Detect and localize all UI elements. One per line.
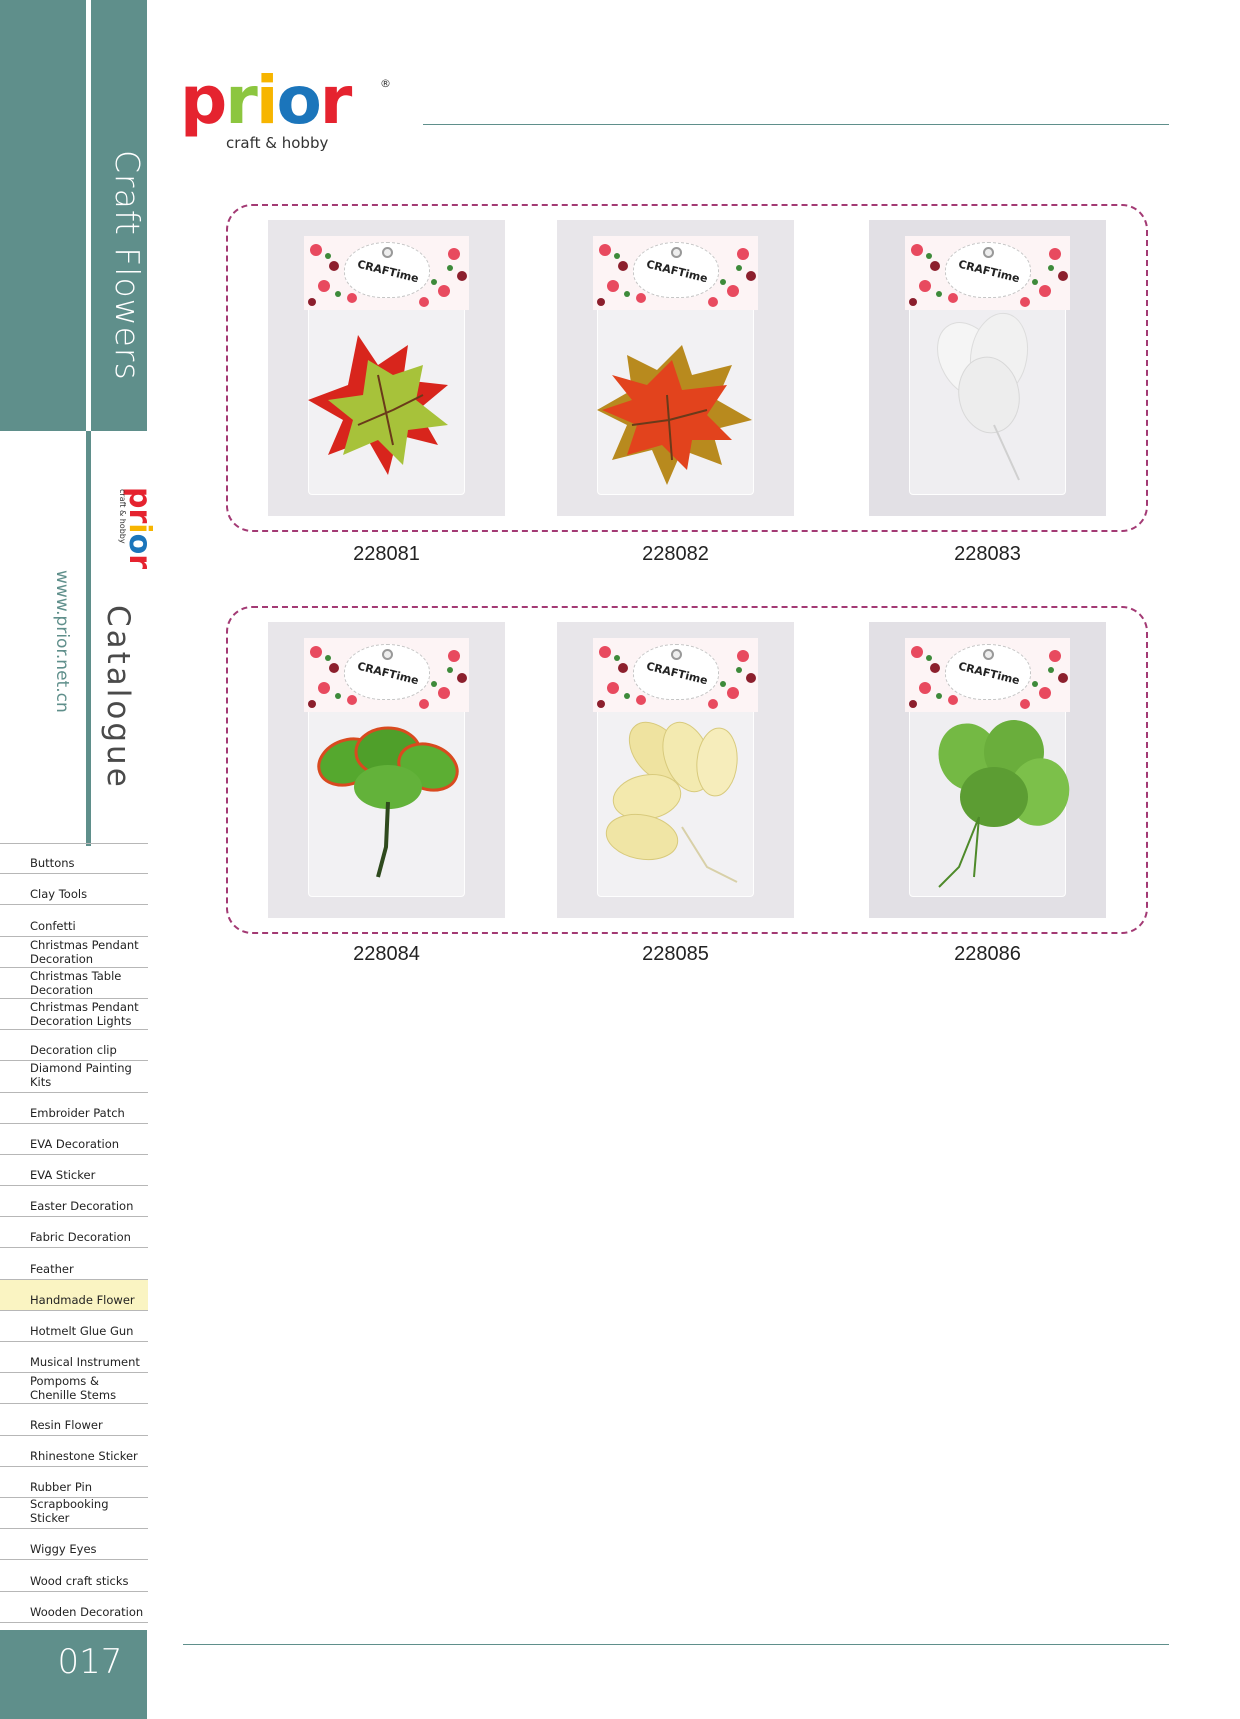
- page-number-box: [0, 1630, 147, 1719]
- product-image[interactable]: [557, 622, 794, 918]
- package-header-card: [304, 236, 469, 310]
- package-brand-text: CRAFTime: [355, 257, 421, 286]
- maple-leaves-image: [587, 315, 767, 500]
- side-logo-tagline: craft & hobby: [118, 489, 127, 544]
- package-header-card: [593, 638, 758, 712]
- page-number: 017: [57, 1642, 123, 1682]
- category-item[interactable]: Christmas Pendant Decoration: [0, 937, 148, 968]
- package-header-card: [304, 638, 469, 712]
- category-item[interactable]: Rhinestone Sticker: [0, 1436, 148, 1467]
- product-code: 228082: [642, 543, 709, 565]
- brand-badge: [633, 644, 719, 700]
- brand-badge: [344, 242, 430, 298]
- svg-text:prior: prior: [180, 62, 351, 139]
- cream-leaves-image: [587, 717, 767, 902]
- category-item[interactable]: Diamond Painting Kits: [0, 1061, 148, 1092]
- registered-mark: ®: [380, 77, 391, 90]
- package-header-card: [905, 236, 1070, 310]
- product-code: 228081: [353, 543, 420, 565]
- category-item[interactable]: Scrapbooking Sticker: [0, 1498, 148, 1529]
- brand-tagline: craft & hobby: [226, 134, 329, 152]
- header-rule: [423, 124, 1169, 125]
- category-item[interactable]: Musical Instrument: [0, 1342, 148, 1373]
- category-item[interactable]: Rubber Pin: [0, 1467, 148, 1498]
- sidebar-divider: [86, 431, 91, 846]
- svg-text:prior: prior: [122, 487, 157, 569]
- website-url[interactable]: www.prior.net.cn: [52, 570, 72, 713]
- package-brand-text: CRAFTime: [644, 257, 710, 286]
- category-item[interactable]: Feather: [0, 1248, 148, 1279]
- hang-hole-icon: [983, 649, 994, 660]
- package-header-card: [905, 638, 1070, 712]
- hang-hole-icon: [671, 649, 682, 660]
- category-item[interactable]: EVA Sticker: [0, 1155, 148, 1186]
- package-header-card: [593, 236, 758, 310]
- product-code: 228084: [353, 943, 420, 965]
- product-image[interactable]: [557, 220, 794, 516]
- brand-badge: [633, 242, 719, 298]
- category-list: [0, 843, 148, 1623]
- category-item[interactable]: Christmas Table Decoration: [0, 968, 148, 999]
- white-leaves-image: [899, 315, 1079, 500]
- category-item[interactable]: Embroider Patch: [0, 1093, 148, 1124]
- product-code: 228086: [954, 943, 1021, 965]
- brand-logo-mark: [180, 62, 395, 139]
- catalogue-label: Catalogue: [100, 605, 136, 790]
- product-image[interactable]: [268, 220, 505, 516]
- package-brand-text: CRAFTime: [956, 659, 1022, 688]
- product-image[interactable]: [869, 220, 1106, 516]
- category-item[interactable]: Resin Flower: [0, 1404, 148, 1435]
- sidebar-accent-block: [0, 0, 86, 431]
- category-item[interactable]: Clay Tools: [0, 874, 148, 905]
- brand-badge: [945, 242, 1031, 298]
- hang-hole-icon: [671, 247, 682, 258]
- footer-rule: [183, 1644, 1169, 1645]
- category-item[interactable]: Hotmelt Glue Gun: [0, 1311, 148, 1342]
- product-image[interactable]: [869, 622, 1106, 918]
- side-brand-logo: [100, 485, 157, 585]
- brand-badge: [945, 644, 1031, 700]
- category-item[interactable]: Wood craft sticks: [0, 1560, 148, 1591]
- category-item[interactable]: Wiggy Eyes: [0, 1529, 148, 1560]
- package-brand-text: CRAFTime: [956, 257, 1022, 286]
- category-item[interactable]: Pompoms & Chenille Stems: [0, 1373, 148, 1404]
- section-title: Craft Flowers: [108, 150, 147, 381]
- category-item-active[interactable]: Handmade Flower: [0, 1280, 148, 1311]
- product-code: 228083: [954, 543, 1021, 565]
- hang-hole-icon: [382, 649, 393, 660]
- green-leaves-image: [298, 717, 478, 902]
- green-leaves-image: [899, 717, 1079, 902]
- hang-hole-icon: [983, 247, 994, 258]
- category-item[interactable]: Christmas Pendant Decoration Lights: [0, 999, 148, 1030]
- product-image[interactable]: [268, 622, 505, 918]
- product-code: 228085: [642, 943, 709, 965]
- category-item[interactable]: Buttons: [0, 843, 148, 874]
- brand-logo: [180, 62, 395, 155]
- package-brand-text: CRAFTime: [644, 659, 710, 688]
- category-item[interactable]: EVA Decoration: [0, 1124, 148, 1155]
- category-item[interactable]: Wooden Decoration: [0, 1592, 148, 1623]
- category-item[interactable]: Decoration clip: [0, 1030, 148, 1061]
- category-item[interactable]: Easter Decoration: [0, 1186, 148, 1217]
- category-item[interactable]: Fabric Decoration: [0, 1217, 148, 1248]
- hang-hole-icon: [382, 247, 393, 258]
- brand-badge: [344, 644, 430, 700]
- maple-leaves-image: [298, 315, 478, 500]
- package-brand-text: CRAFTime: [355, 659, 421, 688]
- category-item[interactable]: Confetti: [0, 905, 148, 936]
